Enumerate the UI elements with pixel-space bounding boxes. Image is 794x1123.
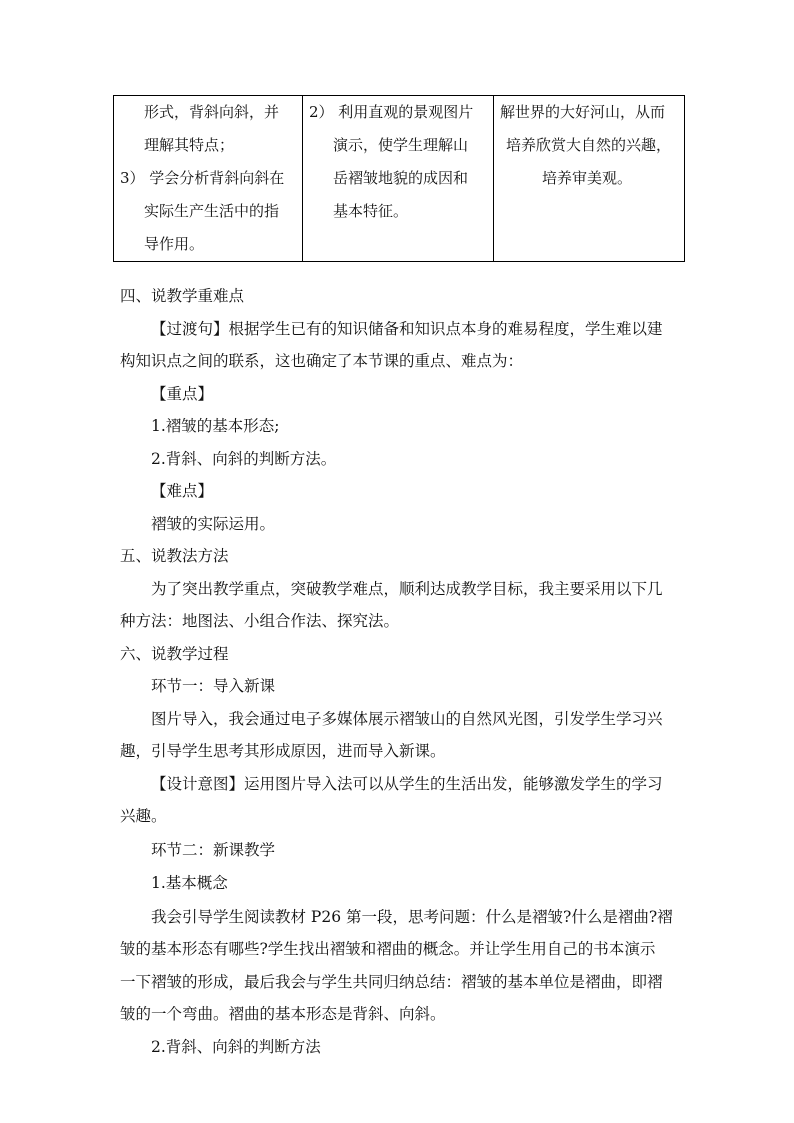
label-key-point: 【重点】 (151, 384, 214, 403)
paragraph-line: 皱的基本形态有哪些?学生找出褶皱和褶曲的概念。并让学生用自己的书本演示 (120, 940, 656, 958)
cell-text-line: 理解其特点； (144, 136, 235, 154)
table-cell-process (303, 96, 494, 262)
cell-text-line: 形式，背斜向斜，并 (144, 103, 280, 121)
table-row (114, 96, 685, 262)
paragraph-line: 构知识点之间的联系，这也确定了本节课的重点、难点为： (120, 352, 524, 370)
objectives-table (113, 95, 685, 262)
table-cell-knowledge (114, 96, 303, 262)
paragraph-line: 褶皱的实际运用。 (151, 514, 276, 533)
paragraph-line: 【过渡句】根据学生已有的知识储备和知识点本身的难易程度，学生难以建 (151, 319, 663, 338)
cell-text-line: 基本特征。 (333, 202, 409, 220)
paragraph-line: 兴趣。 (120, 807, 167, 825)
list-item: 1.基本概念 (151, 874, 228, 892)
section-heading: 六、说教学过程 (120, 644, 229, 663)
paragraph-line: 为了突出教学重点，突破教学难点，顺利达成教学目标，我主要采用以下几 (151, 579, 663, 598)
section-heading: 四、说教学重难点 (120, 287, 245, 305)
cell-text-line: 培养欣赏大自然的兴趣， (506, 136, 672, 154)
cell-text-line: 2） 利用直观的景观图片 (309, 103, 474, 121)
subsection-heading: 环节一：导入新课 (151, 677, 276, 695)
cell-text-line: 实际生产生活中的指 (144, 202, 280, 220)
paragraph-line: 图片导入，我会通过电子多媒体展示褶皱山的自然风光图，引发学生学习兴 (151, 709, 663, 728)
cell-text-line: 解世界的大好河山，从而 (500, 103, 666, 121)
paragraph-line: 我会引导学生阅读教材 P26 第一段，思考问题：什么是褶皱?什么是褶曲?褶 (151, 907, 673, 926)
paragraph-line: 【设计意图】运用图片导入法可以从学生的生活出发，能够激发学生的学习 (151, 774, 663, 793)
list-item: 2.背斜、向斜的判断方法 (151, 1037, 321, 1056)
cell-text-line: 培养审美观。 (542, 169, 633, 187)
label-difficulty: 【难点】 (151, 482, 214, 500)
cell-text-line: 岳褶皱地貌的成因和 (333, 169, 469, 187)
cell-text-line: 3） 学会分析背斜向斜在 (120, 169, 285, 187)
cell-text-line: 演示，使学生理解山 (333, 136, 469, 154)
table-cell-emotion (494, 96, 685, 262)
section-heading: 五、说教法方法 (120, 547, 229, 565)
paragraph-line: 种方法：地图法、小组合作法、探究法。 (120, 612, 400, 630)
document-body (120, 280, 686, 1063)
list-item: 1.褶皱的基本形态; (151, 417, 280, 435)
list-item: 2.背斜、向斜的判断方法。 (151, 449, 337, 468)
paragraph-line: 一下褶皱的形成，最后我会与学生共同归纳总结：褶皱的基本单位是褶曲，即褶 (120, 972, 663, 991)
subsection-heading: 环节二：新课教学 (151, 840, 276, 859)
cell-text-line: 导作用。 (144, 235, 205, 253)
paragraph-line: 皱的一个弯曲。褶曲的基本形态是背斜、向斜。 (120, 1005, 446, 1023)
paragraph-line: 趣，引导学生思考其形成原因，进而导入新课。 (120, 742, 446, 760)
